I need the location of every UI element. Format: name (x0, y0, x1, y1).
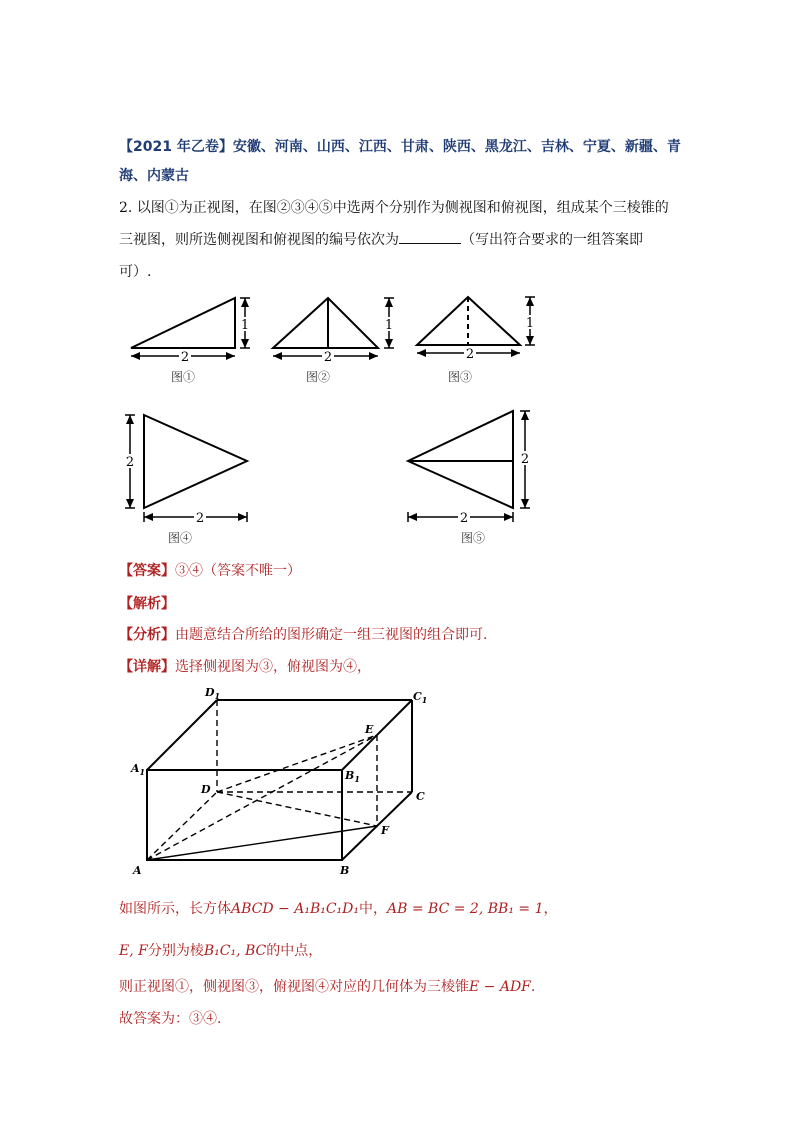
solution-l1-text-a: 如图所示，长方体 (119, 901, 231, 917)
answer-blank (399, 231, 461, 244)
figure-2 (268, 292, 408, 392)
figure-1 (125, 292, 265, 392)
solution-l2-text-b: 的中点， (266, 943, 323, 959)
solution-l2-math: E, F (119, 943, 148, 959)
vertex-B1-sub: 1 (354, 774, 360, 784)
vertex-A: A (133, 864, 142, 877)
fig5-height-label: 2 (520, 452, 530, 467)
solution-l1-math2: AB = BC = 2, BB₁ = 1 (387, 901, 544, 917)
vertex-C: C (416, 790, 425, 803)
vertex-C1-sub: 1 (421, 695, 428, 705)
vertex-D1 (204, 686, 220, 701)
answer-tag: 【答案】 (119, 563, 175, 579)
answer-line (119, 560, 301, 580)
solution-l2-math2: B₁C₁, BC (203, 943, 267, 959)
fig2-height-label: 1 (384, 318, 394, 333)
fig4-height-label: 2 (125, 455, 135, 470)
vertex-D1-letter: D (205, 686, 215, 699)
figure-4 (118, 410, 258, 550)
fig3-caption: 图③ (447, 370, 473, 384)
fig5-caption: 图⑤ (460, 531, 486, 545)
vertex-B1-letter: B (345, 769, 355, 782)
solution-line-1 (119, 898, 557, 918)
xiangjie-line (119, 656, 371, 676)
analysis-title (119, 593, 175, 613)
solution-line-4: 故答案为：③④. (119, 1011, 222, 1027)
xiangjie-tag: 【详解】 (119, 659, 175, 675)
source-line-2: 海、内蒙古 (119, 168, 189, 184)
fig4-caption: 图④ (167, 531, 193, 545)
vertex-B1 (344, 769, 360, 784)
fig2-caption: 图② (305, 370, 331, 384)
question-line-3: 可）. (119, 264, 152, 280)
answer-text: ③④（答案不唯一） (175, 563, 301, 579)
solution-l1-math: ABCD − A₁B₁C₁D₁ (231, 901, 360, 917)
solution-line-3 (119, 976, 535, 996)
analysis-tag: 【解析】 (119, 596, 175, 612)
point-F: F (381, 824, 389, 837)
vertex-A1 (130, 762, 145, 777)
vertex-A1-sub: 1 (139, 767, 146, 777)
solution-l2-text-a: 分别为棱 (147, 943, 204, 959)
vertex-B: B (340, 864, 350, 877)
question-line-2 (119, 229, 643, 249)
solution-l1-text-b: 中， (359, 901, 388, 917)
point-E: E (365, 723, 374, 736)
fig1-caption: 图① (170, 370, 196, 384)
fig3-height-label: 1 (525, 316, 535, 331)
fig1-width-label: 2 (180, 350, 190, 365)
question-text-before-blank: 三视图，则所选侧视图和俯视图的编号依次为 (119, 232, 399, 248)
vertex-D1-sub: 1 (214, 691, 221, 701)
figure-5 (403, 406, 543, 548)
fig4-width-label: 2 (195, 511, 205, 526)
cuboid-diagram (125, 682, 445, 882)
solution-l1-text-c: ， (543, 901, 558, 917)
source-line-1: 【2021 年乙卷】安徽、河南、山西、江西、甘肃、陕西、黑龙江、吉林、宁夏、新疆、青 (119, 139, 681, 155)
solution-l3-text-b: . (530, 979, 536, 995)
fenxi-text: 由题意结合所给的图形确定一组三视图的组合即可. (175, 627, 488, 643)
vertex-A1-letter: A (131, 762, 140, 775)
solution-l3-math: E − ADF (469, 979, 531, 995)
vertex-C1 (413, 690, 427, 705)
question-line-1: 2. 以图①为正视图，在图②③④⑤中选两个分别作为侧视图和俯视图，组成某个三棱锥的 (119, 200, 669, 216)
fenxi-line (119, 624, 487, 644)
fig5-width-label: 2 (459, 511, 469, 526)
figure-3 (412, 292, 552, 392)
vertex-D: D (201, 783, 211, 796)
fig1-height-label: 1 (240, 318, 250, 333)
vertex-C1-letter: C (413, 690, 422, 703)
fig2-width-label: 2 (323, 350, 333, 365)
question-text-after-blank: （写出符合要求的一组答案即 (461, 232, 643, 248)
xiangjie-text: 选择侧视图为③，俯视图为④， (175, 659, 371, 675)
solution-l3-text-a: 则正视图①，侧视图③，俯视图④对应的几何体为三棱锥 (119, 979, 469, 995)
solution-line-2 (119, 940, 322, 960)
fig3-width-label: 2 (465, 347, 475, 362)
fenxi-tag: 【分析】 (119, 627, 175, 643)
